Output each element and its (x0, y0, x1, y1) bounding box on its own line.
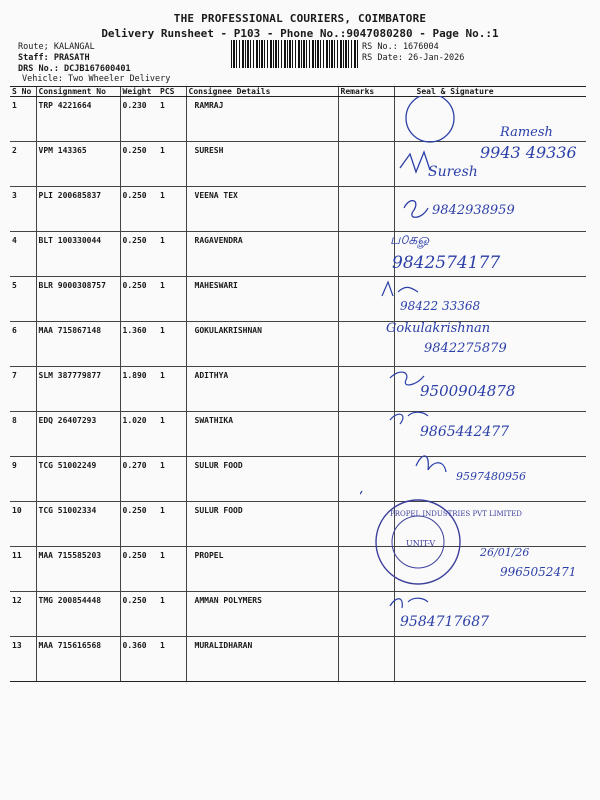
cell-remarks (338, 232, 394, 277)
table-row (10, 142, 586, 187)
table-row (10, 97, 586, 142)
table-row (10, 547, 586, 592)
cell-weight: 0.250 (120, 187, 158, 232)
runsheet-subtitle: Delivery Runsheet - P103 - Phone No.:9047080280 - Page No.:1 (101, 27, 499, 40)
cell-weight: 0.250 (120, 232, 158, 277)
cell-consignee: SULUR FOOD (186, 457, 338, 502)
cell-sno: 13 (10, 637, 36, 682)
table-row (10, 367, 586, 412)
stamp-company-text: PROPEL INDUSTRIES PVT LIMITED (390, 510, 522, 518)
table-row (10, 187, 586, 232)
cell-consignment: TRP 4221664 (36, 97, 120, 142)
table-row (10, 322, 586, 367)
cell-weight: 0.270 (120, 457, 158, 502)
cell-consignee: AMMAN POLYMERS (186, 592, 338, 637)
cell-seal (394, 412, 586, 457)
table-row (10, 592, 586, 637)
cell-pcs: 1 (158, 322, 186, 367)
handwriting-sig3-phone: 9842938959 (432, 203, 515, 218)
table-row (10, 457, 586, 502)
vehicle-label: Vehicle: Two Wheeler Delivery (22, 74, 171, 84)
cell-sno: 7 (10, 367, 36, 412)
cell-consignment: TCG 51002334 (36, 502, 120, 547)
cell-sno: 3 (10, 187, 36, 232)
cell-weight: 0.250 (120, 142, 158, 187)
cell-weight: 0.250 (120, 502, 158, 547)
cell-remarks (338, 142, 394, 187)
staff-label: Staff: PRASATH (18, 53, 90, 63)
cell-pcs: 1 (158, 367, 186, 412)
cell-pcs: 1 (158, 412, 186, 457)
table-row (10, 232, 586, 277)
company-title: THE PROFESSIONAL COURIERS, COIMBATORE (173, 12, 427, 25)
cell-sno: 1 (10, 97, 36, 142)
cell-remarks (338, 637, 394, 682)
col-pcs: PCS (158, 87, 186, 97)
cell-consignment: TMG 200854448 (36, 592, 120, 637)
cell-seal (394, 547, 586, 592)
cell-seal (394, 637, 586, 682)
cell-seal (394, 232, 586, 277)
col-weight: Weight (120, 87, 158, 97)
cell-weight: 0.250 (120, 277, 158, 322)
cell-remarks (338, 457, 394, 502)
cell-consignment: VPM 143365 (36, 142, 120, 187)
cell-pcs: 1 (158, 187, 186, 232)
cell-sno: 9 (10, 457, 36, 502)
cell-pcs: 1 (158, 97, 186, 142)
cell-remarks (338, 97, 394, 142)
cell-remarks (338, 412, 394, 457)
cell-consignee: VEENA TEX (186, 187, 338, 232)
cell-weight: 0.360 (120, 637, 158, 682)
cell-seal (394, 97, 586, 142)
handwriting-sig2-name: Suresh (428, 164, 478, 180)
cell-consignment: MAA 715616568 (36, 637, 120, 682)
cell-seal (394, 322, 586, 367)
cell-weight: 0.230 (120, 97, 158, 142)
drs-number: DRS No.: DCJB167600401 (18, 64, 131, 74)
rs-number: RS No.: 1676004 (362, 42, 439, 52)
handwriting-sig7-phone: 9500904878 (420, 382, 516, 400)
handwriting-sig6-phone: 9842275879 (424, 341, 507, 356)
cell-pcs: 1 (158, 457, 186, 502)
cell-consignment: SLM 387779877 (36, 367, 120, 412)
cell-remarks (338, 367, 394, 412)
cell-consignee: RAMRAJ (186, 97, 338, 142)
cell-seal (394, 502, 586, 547)
cell-weight: 1.890 (120, 367, 158, 412)
cell-remarks (338, 187, 394, 232)
cell-weight: 0.250 (120, 547, 158, 592)
cell-consignee: SULUR FOOD (186, 502, 338, 547)
cell-seal (394, 457, 586, 502)
cell-consignee: SURESH (186, 142, 338, 187)
handwriting-sig4-tamil: ப௦கௐ (390, 232, 432, 248)
cell-consignment: BLT 100330044 (36, 232, 120, 277)
runsheet-table (10, 86, 586, 682)
cell-remarks (338, 592, 394, 637)
cell-remarks (338, 547, 394, 592)
handwriting-sig5-phone: 98422 33368 (400, 299, 481, 313)
handwriting-sig8-phone: 9865442477 (420, 424, 510, 440)
cell-sno: 4 (10, 232, 36, 277)
cell-seal (394, 367, 586, 412)
cell-consignee: ADITHYA (186, 367, 338, 412)
cell-sno: 2 (10, 142, 36, 187)
cell-sno: 8 (10, 412, 36, 457)
handwriting-sig1: Ramesh (500, 125, 553, 140)
cell-consignee: GOKULAKRISHNAN (186, 322, 338, 367)
col-remarks: Remarks (338, 87, 394, 97)
cell-consignee: PROPEL (186, 547, 338, 592)
col-consignment: Consignment No (36, 87, 120, 97)
cell-sno: 5 (10, 277, 36, 322)
handwriting-sig9-phone: 9597480956 (456, 470, 526, 483)
cell-pcs: 1 (158, 232, 186, 277)
col-sno: S No (10, 87, 36, 97)
handwriting-sig13-phone: 9584717687 (400, 614, 490, 630)
cell-sno: 12 (10, 592, 36, 637)
handwriting-sig6-name: Gokulakrishnan (386, 321, 491, 336)
table-row (10, 502, 586, 547)
cell-consignee: MAHESWARI (186, 277, 338, 322)
cell-consignee: MURALIDHARAN (186, 637, 338, 682)
handwriting-sig11-date: 26/01/26 (480, 546, 530, 559)
handwriting-sig2-phone: 9943 49336 (480, 143, 577, 162)
cell-pcs: 1 (158, 637, 186, 682)
cell-consignee: RAGAVENDRA (186, 232, 338, 277)
cell-pcs: 1 (158, 592, 186, 637)
cell-pcs: 1 (158, 277, 186, 322)
table-row (10, 637, 586, 682)
cell-consignment: MAA 715867148 (36, 322, 120, 367)
cell-sno: 6 (10, 322, 36, 367)
cell-consignment: BLR 9000308757 (36, 277, 120, 322)
cell-consignment: EDQ 26407293 (36, 412, 120, 457)
col-consignee: Consignee Details (186, 87, 338, 97)
cell-remarks (338, 502, 394, 547)
cell-seal (394, 187, 586, 232)
col-seal: Seal & Signature (394, 87, 586, 97)
cell-pcs: 1 (158, 142, 186, 187)
cell-remarks (338, 322, 394, 367)
cell-weight: 0.250 (120, 592, 158, 637)
table-row (10, 412, 586, 457)
cell-weight: 1.360 (120, 322, 158, 367)
stamp-unit-text: UNIT-V (406, 539, 436, 548)
route-label: Route; KALANGAL (18, 42, 95, 52)
handwriting-sig4-phone: 9842574177 (392, 253, 501, 273)
barcode (231, 40, 359, 68)
cell-pcs: 1 (158, 502, 186, 547)
table-row (10, 277, 586, 322)
cell-weight: 1.020 (120, 412, 158, 457)
cell-seal (394, 277, 586, 322)
cell-sno: 11 (10, 547, 36, 592)
cell-pcs: 1 (158, 547, 186, 592)
cell-remarks (338, 277, 394, 322)
cell-consignment: MAA 715585203 (36, 547, 120, 592)
cell-seal (394, 142, 586, 187)
cell-consignee: SWATHIKA (186, 412, 338, 457)
cell-seal (394, 592, 586, 637)
cell-sno: 10 (10, 502, 36, 547)
table-header-row (10, 87, 586, 97)
handwriting-sig11-phone: 9965052471 (500, 565, 577, 579)
rs-date: RS Date: 26-Jan-2026 (362, 53, 465, 63)
cell-consignment: TCG 51002249 (36, 457, 120, 502)
cell-consignment: PLI 200685837 (36, 187, 120, 232)
